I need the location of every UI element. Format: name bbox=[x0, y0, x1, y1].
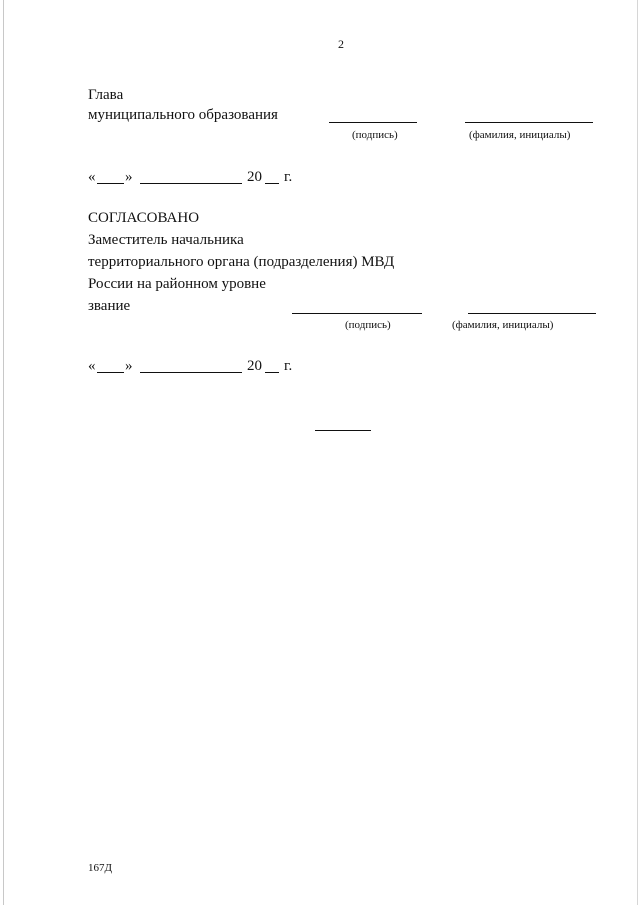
block1-date-close-quote: » bbox=[125, 169, 133, 185]
block1-date-year: 20 bbox=[247, 169, 262, 185]
block2-signature-caption: (подпись) bbox=[345, 319, 391, 331]
block2-name-caption: (фамилия, инициалы) bbox=[452, 319, 554, 331]
block2-date-open-quote: « bbox=[88, 358, 96, 374]
scan-edge-right bbox=[637, 0, 638, 905]
block2-date-month-line bbox=[140, 372, 242, 373]
block1-title-line1: Глава bbox=[88, 87, 124, 103]
scan-edge-left bbox=[3, 0, 4, 905]
block1-signature-caption: (подпись) bbox=[352, 129, 398, 141]
block1-date-open-quote: « bbox=[88, 169, 96, 185]
block1-date-suffix: г. bbox=[284, 169, 293, 185]
block1-date-month-line bbox=[140, 183, 242, 184]
page-number: 2 bbox=[338, 37, 344, 51]
block2-date-day-line bbox=[97, 372, 124, 373]
end-divider bbox=[315, 430, 371, 431]
block1-date-day-line bbox=[97, 183, 124, 184]
footer-code: 167Д bbox=[88, 862, 113, 874]
block2-line3: России на районном уровне bbox=[88, 276, 266, 292]
block2-date-suffix: г. bbox=[284, 358, 293, 374]
block1-date-year-line bbox=[265, 183, 279, 184]
block1-name-line bbox=[465, 122, 593, 123]
block2-line2: территориального органа (подразделения) МВД bbox=[88, 254, 395, 270]
block1-title-line2: муниципального образования bbox=[88, 107, 278, 123]
block2-date-year-line bbox=[265, 372, 279, 373]
block2-line4: звание bbox=[88, 298, 131, 314]
block2-signature-line bbox=[292, 313, 422, 314]
block2-approved-heading: СОГЛАСОВАНО bbox=[88, 210, 200, 226]
block2-line1: Заместитель начальника bbox=[88, 232, 244, 248]
block1-name-caption: (фамилия, инициалы) bbox=[469, 129, 571, 141]
block2-name-line bbox=[468, 313, 596, 314]
block1-signature-line bbox=[329, 122, 417, 123]
block2-date-year: 20 bbox=[247, 358, 262, 374]
block2-date-close-quote: » bbox=[125, 358, 133, 374]
